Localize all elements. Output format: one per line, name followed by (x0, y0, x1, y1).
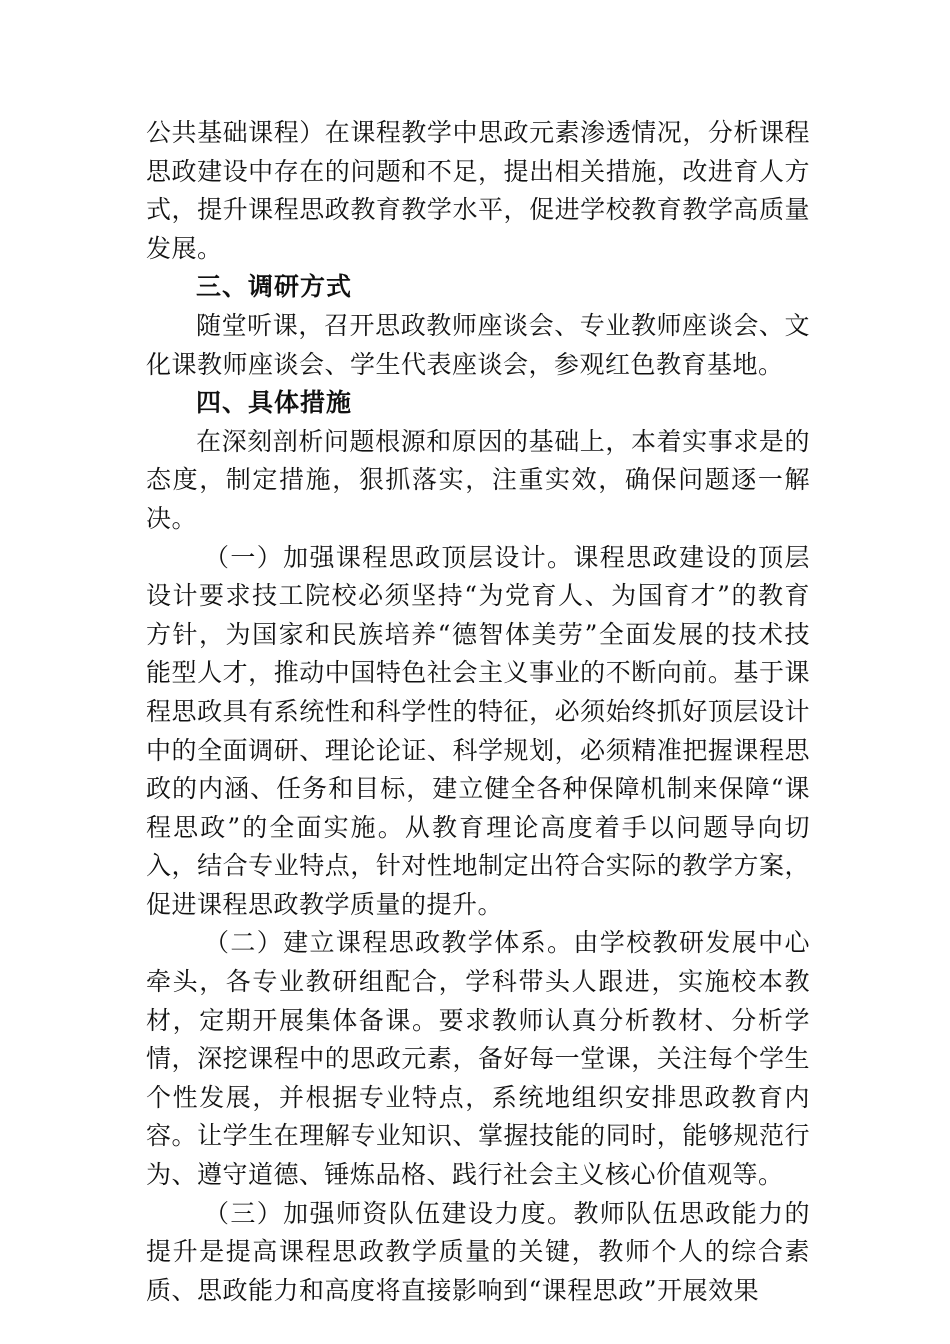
paragraph-measures-intro: 在深刻剖析问题根源和原因的基础上，本着实事求是的态度，制定措施，狠抓落实，注重实效，确保问题逐一解决。 (146, 426, 810, 533)
paragraph-measure-2: （二）建立课程思政教学体系。由学校教研发展中心牵头，各专业教研组配合，学科带头人跟进，实施校本教材，定期开展集体备课。要求教师认真分析教材、分析学情，深挖课程中的思政元素，备好每一堂课，关注每个学生个性发展，并根据专业特点，系统地组织安排思政教育内容。让学生在理解专业知识、掌握技能的同时，能够规范行为、遵守道德、锤炼品格、践行社会主义核心价值观等。 (146, 928, 810, 1190)
paragraph-measure-1: （一）加强课程思政顶层设计。课程思政建设的顶层设计要求技工院校必须坚持“为党育人、为国育才”的教育方针，为国家和民族培养“德智体美劳”全面发展的技术技能型人才，推动中国特色社会主义事业的不断向前。基于课程思政具有系统性和科学性的特征，必须始终抓好顶层设计中的全面调研、理论论证、科学规划，必须精准把握课程思政的内涵、任务和目标，建立健全各种保障机制来保障“课程思政”的全面实施。从教育理论高度着手以问题导向切入，结合专业特点，针对性地制定出符合实际的教学方案，促进课程思政教学质量的提升。 (146, 542, 810, 919)
document-body (146, 114, 810, 1310)
paragraph-intro-continuation: 公共基础课程）在课程教学中思政元素渗透情况，分析课程思政建设中存在的问题和不足，提出相关措施，改进育人方式，提升课程思政教育教学水平，促进学校教育教学高质量发展。 (146, 118, 810, 263)
section-heading-specific-measures: 四、具体措施 (196, 388, 353, 418)
paragraph-measure-3: （三）加强师资队伍建设力度。教师队伍思政能力的提升是提高课程思政教学质量的关键，教师个人的综合素质、思政能力和高度将直接影响到“课程思政”开展效果 (146, 1198, 810, 1305)
paragraph-research-method: 随堂听课，召开思政教师座谈会、专业教师座谈会、文化课教师座谈会、学生代表座谈会，参观红色教育基地。 (146, 310, 810, 379)
section-heading-research-method: 三、调研方式 (196, 272, 353, 302)
